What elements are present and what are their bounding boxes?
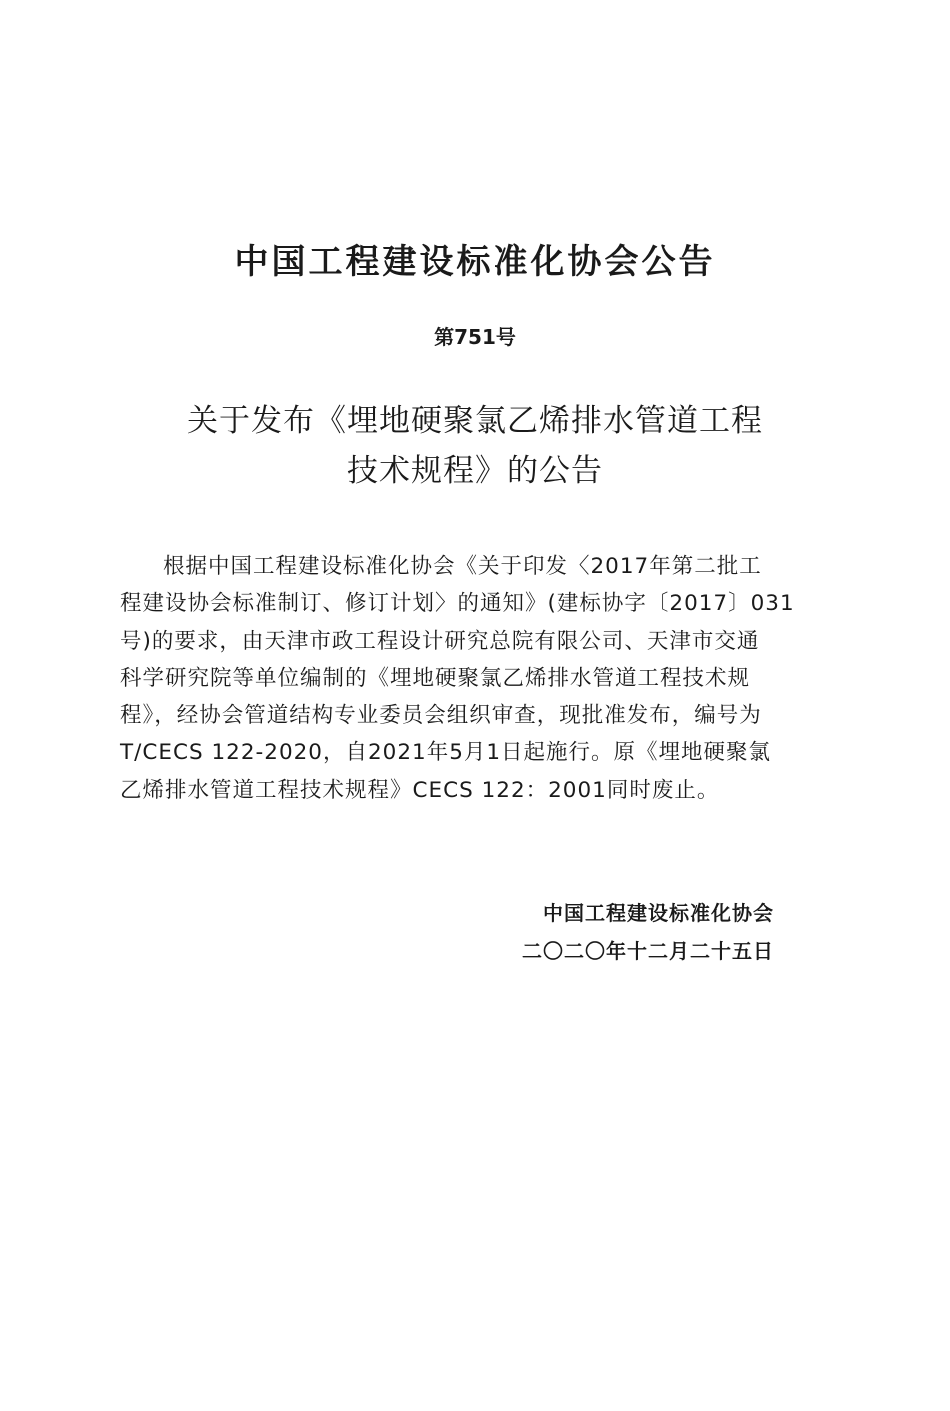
signature-date: 二〇二〇年十二月二十五日	[522, 939, 774, 963]
body-line: 程建设协会标准制订、修订计划〉的通知》(建标协字〔2017〕031	[120, 591, 795, 617]
subject-line: 关于发布《埋地硬聚氯乙烯排水管道工程	[187, 403, 763, 439]
signature-block	[522, 894, 774, 970]
signature-org: 中国工程建设标准化协会	[543, 901, 774, 925]
body-line: T/CECS 122-2020，自2021年5月1日起施行。原《埋地硬聚氯	[120, 740, 772, 766]
body-line: 程》，经协会管道结构专业委员会组织审查，现批准发布，编号为	[120, 703, 762, 729]
body-paragraph	[120, 548, 830, 809]
body-line: 乙烯排水管道工程技术规程》CECS 122：2001同时废止。	[120, 777, 720, 803]
body-line: 科学研究院等单位编制的《埋地硬聚氯乙烯排水管道工程技术规	[120, 665, 751, 691]
subject-heading	[0, 396, 950, 496]
notice-number: 第751号	[434, 325, 516, 349]
body-line: 号)的要求，由天津市政工程设计研究总院有限公司、天津市交通	[120, 628, 760, 654]
body-line: 根据中国工程建设标准化协会《关于印发〈2017年第二批工	[163, 554, 762, 579]
subject-line: 技术规程》的公告	[347, 453, 603, 489]
org-title: 中国工程建设标准化协会公告	[234, 242, 716, 282]
